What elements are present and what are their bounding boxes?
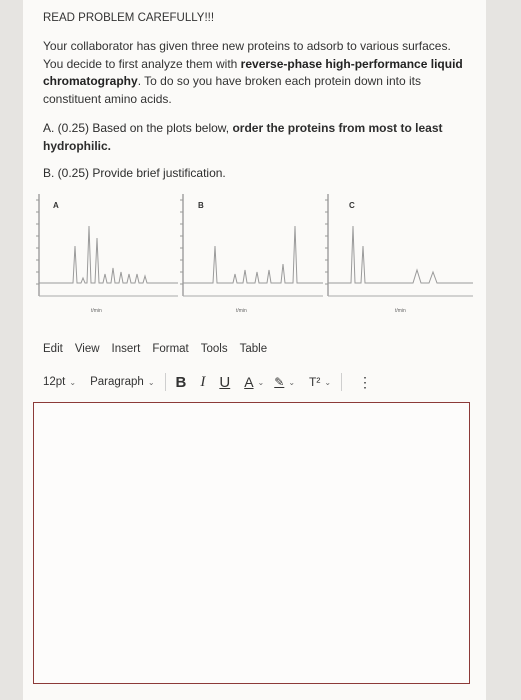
- chevron-down-icon: ⌄: [147, 377, 155, 387]
- editor-toolbar: [43, 370, 473, 394]
- plot-a-xlabel: t/min: [91, 308, 102, 314]
- more-options-icon[interactable]: ⋮: [358, 373, 373, 390]
- superscript-button[interactable]: [309, 375, 331, 389]
- chevron-down-icon: ⌄: [69, 377, 77, 387]
- italic-button[interactable]: I: [200, 373, 206, 390]
- superscript-icon: T²: [309, 375, 321, 389]
- question-page: [23, 0, 486, 700]
- plot-b-label: B: [198, 201, 204, 210]
- font-color-button[interactable]: [244, 374, 264, 390]
- highlight-icon: ✎: [274, 375, 285, 389]
- toolbar-divider: [165, 373, 166, 391]
- plot-c-label: C: [349, 201, 355, 210]
- chevron-down-icon: ⌄: [257, 377, 265, 387]
- menu-table[interactable]: Table: [239, 343, 268, 355]
- warning-text: READ PROBLEM CAREFULLY!!!: [43, 12, 215, 24]
- menu-edit[interactable]: Edit: [43, 343, 63, 355]
- menu-insert[interactable]: Insert: [111, 343, 141, 355]
- editor-menubar: [43, 343, 279, 355]
- problem-intro: [43, 38, 463, 108]
- highlight-button[interactable]: [274, 375, 295, 389]
- chevron-down-icon: ⌄: [288, 377, 296, 387]
- intro-part1: Your collaborator has given three new proteins to adsorb to various surfaces. You decide to first analyze them with: [43, 39, 451, 71]
- plot-c: [325, 194, 473, 314]
- menu-tools[interactable]: Tools: [200, 343, 228, 355]
- underline-button[interactable]: U: [219, 373, 231, 391]
- question-a: [43, 120, 463, 155]
- intro-part2: . To do so you have broken each protein down into its constituent amino acids.: [43, 74, 421, 106]
- question-a-bold: order the proteins from most to least hydrophilic.: [43, 121, 443, 153]
- font-size-value: 12pt: [43, 376, 66, 388]
- menu-view[interactable]: View: [74, 343, 100, 355]
- plot-b-xlabel: t/min: [236, 308, 247, 314]
- question-a-prefix: A. (0.25) Based on the plots below,: [43, 121, 233, 135]
- chromatogram-plots: [33, 186, 483, 316]
- block-format-dropdown[interactable]: [90, 376, 154, 388]
- plot-b: [180, 194, 323, 314]
- menu-format[interactable]: Format: [152, 343, 189, 355]
- plot-a-label: A: [53, 201, 59, 210]
- chevron-down-icon: ⌄: [324, 377, 332, 387]
- intro-bold: reverse-phase high-performance liquid chromatography: [43, 56, 463, 88]
- toolbar-divider: [341, 373, 342, 391]
- plot-a: [36, 194, 178, 314]
- question-b: B. (0.25) Provide brief justification.: [43, 166, 226, 180]
- font-size-dropdown[interactable]: [43, 376, 76, 388]
- answer-text-area[interactable]: [33, 402, 470, 684]
- plot-c-xlabel: t/min: [395, 308, 406, 314]
- bold-button[interactable]: B: [175, 373, 187, 391]
- font-color-icon: A: [244, 374, 254, 390]
- block-format-value: Paragraph: [90, 376, 144, 388]
